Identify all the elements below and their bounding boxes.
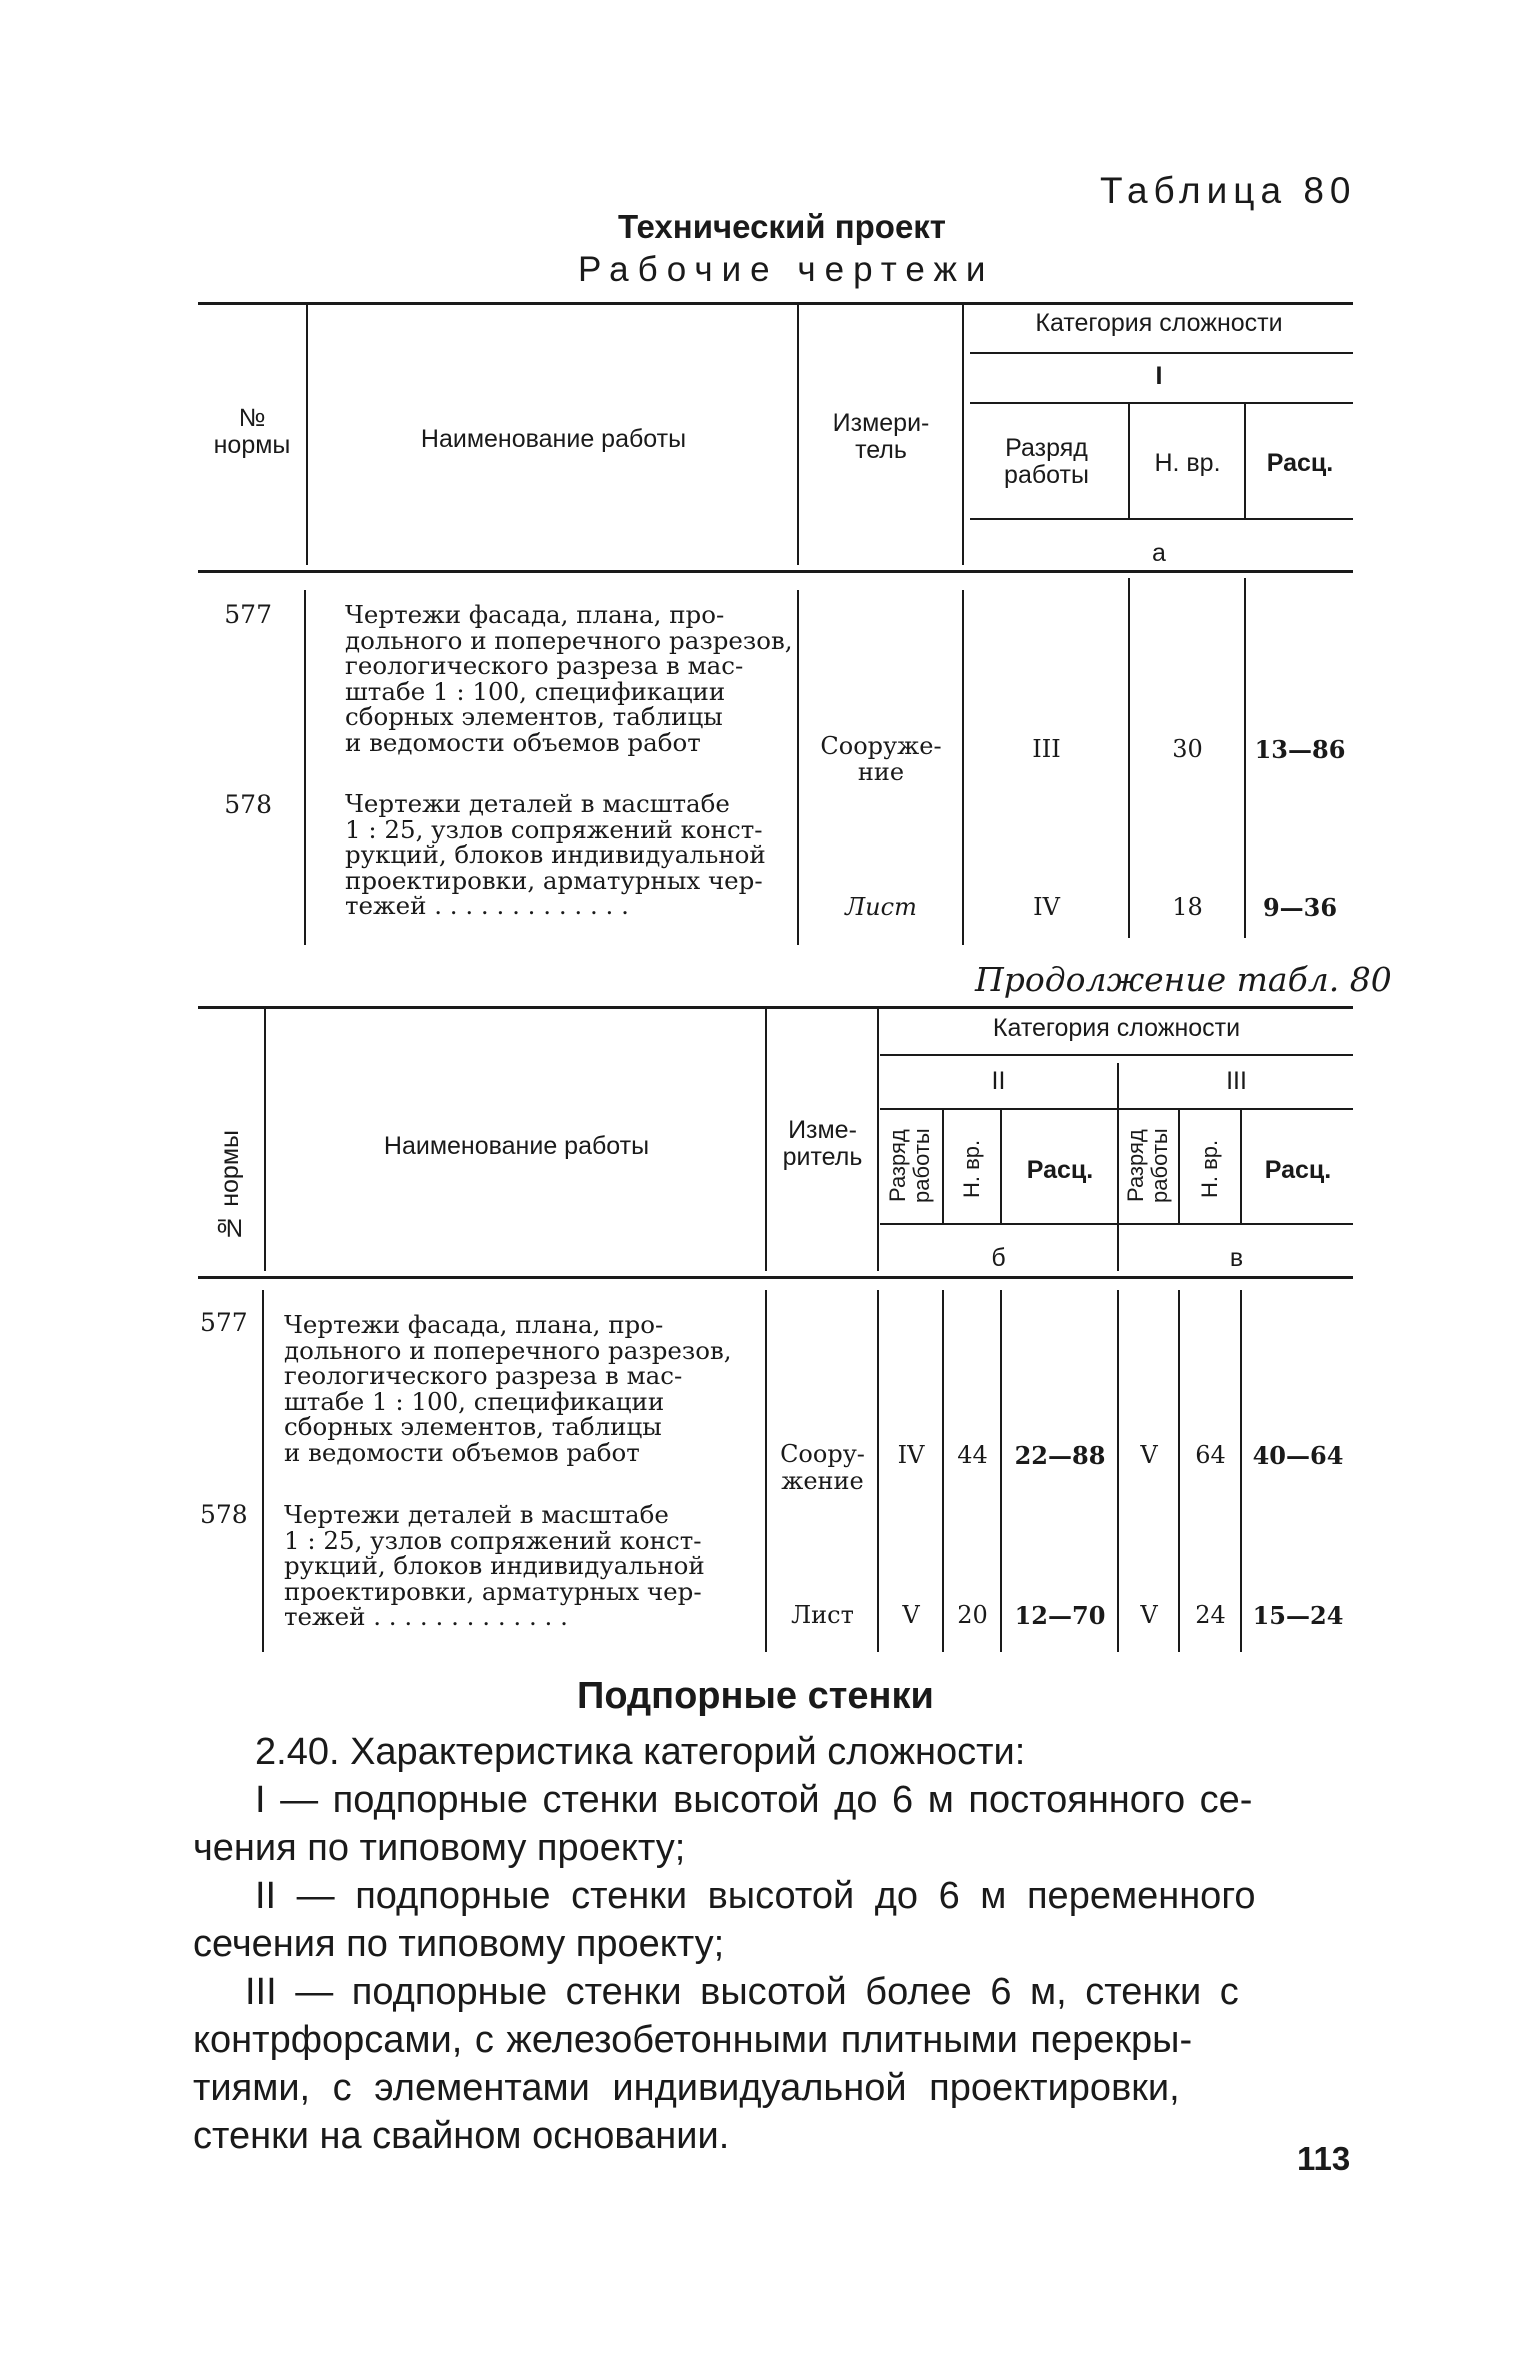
table1-vrule — [797, 305, 799, 565]
rate-cell: 40—64 — [1252, 1441, 1344, 1470]
desc-line: Чертежи деталей в масштабе — [345, 789, 730, 818]
rate-cell: 13—86 — [1254, 735, 1346, 764]
paragraph — [193, 1872, 1353, 1968]
table2-vrule — [264, 1009, 266, 1271]
col-time-header: Н. вр. — [959, 1139, 984, 1199]
desc-line: 1 : 25, узлов сопряжений конст- — [284, 1525, 702, 1555]
desc-line: Чертежи фасада, плана, про- — [345, 600, 725, 629]
paragraph-line: I — подпорные стенки высотой до 6 м постоянного се- — [255, 1779, 1253, 1821]
category-ii: II — [991, 1067, 1006, 1095]
table1-catnum-rule — [970, 402, 1353, 404]
unit-cell: Лист — [845, 893, 917, 921]
time-cell: 44 — [957, 1441, 988, 1469]
category-iii: III — [1226, 1067, 1247, 1095]
work-description — [345, 791, 792, 919]
table2-cat-rule — [880, 1054, 1353, 1056]
time-cell: 64 — [1195, 1441, 1226, 1469]
unit-cell: Соору- жение — [780, 1440, 865, 1495]
desc-line: тежей . . . . . . . . . . . . . — [284, 1602, 568, 1631]
rate-cell: 12—70 — [1014, 1601, 1106, 1630]
desc-line: геологического разреза в мас- — [345, 651, 744, 680]
desc-line: штабе 1 : 100, спецификации — [284, 1386, 665, 1416]
work-description — [345, 602, 792, 755]
table1-top-rule — [198, 302, 1353, 305]
col-rate-header: Расц. — [1026, 1156, 1094, 1184]
col-rate-header: Расц. — [1266, 449, 1334, 477]
col-unit-header: Измери- тель — [832, 409, 930, 464]
desc-line: дольного и поперечного разрезов, — [345, 625, 793, 655]
unit-cell: Лист — [791, 1601, 854, 1629]
grade-cell: V — [1140, 1441, 1158, 1469]
desc-line: геологического разреза в мас- — [284, 1361, 683, 1390]
col-unit-header: Изме- ритель — [782, 1116, 863, 1171]
desc-line: штабе 1 : 100, спецификации — [345, 676, 726, 706]
table2-top-rule — [198, 1006, 1353, 1009]
time-cell: 20 — [957, 1601, 988, 1629]
table1-vrule — [797, 590, 799, 945]
group-letter-b: б — [991, 1244, 1006, 1272]
paragraph-line: контрфорсами, с железобетонными плитными перекры- — [193, 2019, 1193, 2061]
norm-number: 577 — [200, 1308, 248, 1337]
table2-vrule — [877, 1009, 879, 1271]
desc-line: и ведомости объемов работ — [345, 727, 701, 757]
norm-number: 578 — [200, 1500, 248, 1529]
page-number: 113 — [1297, 2140, 1351, 2177]
paragraph-line: тиями, с элементами индивидуальной проектировки, — [193, 2067, 1180, 2109]
norm-number: 578 — [224, 790, 272, 819]
paragraph-line: III — подпорные стенки высотой более 6 м, стенки с — [245, 1971, 1239, 2013]
table2-vrule — [1178, 1110, 1180, 1223]
table1-vrule — [1128, 578, 1130, 938]
paragraph-line: чения по типовому проекту; — [193, 1827, 686, 1869]
col-grade-header: Разряд работы — [885, 1128, 934, 1204]
col-norm-number-header: № нормы — [216, 1130, 244, 1242]
desc-line: дольного и поперечного разрезов, — [284, 1335, 732, 1365]
category-number: I — [1155, 362, 1163, 390]
group-letter-v: в — [1229, 1244, 1244, 1272]
table2-vrule — [1240, 1290, 1242, 1652]
desc-line: 1 : 25, узлов сопряжений конст- — [345, 814, 763, 844]
unit-cell: Сооруже- ние — [820, 732, 942, 786]
rate-cell: 22—88 — [1014, 1441, 1106, 1470]
grade-cell: III — [1032, 735, 1061, 763]
table1-vrule — [306, 305, 308, 565]
table2-vrule — [1117, 1063, 1119, 1271]
grade-cell: V — [1140, 1601, 1158, 1629]
rate-cell: 9—36 — [1262, 893, 1338, 922]
col-grade-header: Разряд работы — [1123, 1128, 1172, 1204]
grade-cell: IV — [1033, 893, 1060, 921]
time-cell: 24 — [1195, 1601, 1226, 1629]
desc-line: рукций, блоков индивидуальной — [345, 840, 766, 869]
table2-vrule — [1000, 1290, 1002, 1652]
table2-header-rule — [198, 1276, 1353, 1279]
table2-vrule — [765, 1009, 767, 1271]
desc-line: тежей . . . . . . . . . . . . . — [345, 891, 629, 920]
category-header: Категория сложности — [992, 1014, 1241, 1042]
paragraph — [193, 1968, 1353, 2160]
time-cell: 30 — [1172, 735, 1203, 763]
category-header: Категория сложности — [1035, 309, 1283, 337]
table1-vrule — [962, 305, 964, 565]
table2-vrule — [262, 1290, 264, 1652]
document-subtitle: Рабочие чертежи — [578, 250, 995, 289]
table1-sub-rule — [970, 518, 1353, 520]
table1-vrule — [1244, 404, 1246, 518]
table2-vrule — [1178, 1290, 1180, 1652]
document-title: Технический проект — [618, 208, 946, 245]
desc-line: Чертежи фасада, плана, про- — [284, 1310, 664, 1339]
col-work-name-header: Наименование работы — [420, 425, 687, 453]
col-norm-number-header: № нормы — [213, 404, 291, 459]
desc-line: проектировки, арматурных чер- — [284, 1576, 702, 1606]
paragraph-line: II — подпорные стенки высотой до 6 м переменного — [255, 1875, 1256, 1917]
paragraph — [193, 1776, 1353, 1872]
table1-vrule — [1128, 404, 1130, 518]
norm-number: 577 — [224, 600, 272, 629]
grade-cell: IV — [897, 1441, 925, 1469]
table2-vrule — [942, 1110, 944, 1223]
paragraph-line: 2.40. Характеристика категорий сложности: — [255, 1731, 1026, 1773]
desc-line: рукций, блоков индивидуальной — [284, 1551, 705, 1580]
continuation-label: Продолжение табл. 80 — [975, 960, 1392, 999]
time-cell: 18 — [1172, 893, 1203, 921]
desc-line: сборных элементов, таблицы — [284, 1412, 662, 1441]
desc-line: проектировки, арматурных чер- — [345, 865, 763, 895]
col-grade-header: Разряд работы — [1004, 434, 1089, 489]
work-description — [284, 1502, 762, 1630]
group-letter-a: а — [1152, 539, 1166, 567]
desc-line: сборных элементов, таблицы — [345, 702, 723, 731]
col-time-header: Н. вр. — [1197, 1139, 1222, 1199]
table1-cat-rule — [970, 352, 1353, 354]
col-work-name-header: Наименование работы — [383, 1132, 650, 1160]
col-time-header: Н. вр. — [1154, 449, 1221, 477]
table1-header-rule — [198, 570, 1353, 573]
table2-vrule — [1000, 1110, 1002, 1223]
paragraph — [193, 1728, 1353, 1776]
rate-cell: 15—24 — [1252, 1601, 1344, 1630]
table1-vrule — [304, 590, 306, 945]
table-label: Таблица 80 — [1100, 170, 1357, 211]
table2-vrule — [765, 1290, 767, 1652]
table2-vrule — [1240, 1110, 1242, 1223]
grade-cell: V — [902, 1601, 920, 1629]
paragraph-line: стенки на свайном основании. — [193, 2115, 730, 2157]
col-rate-header: Расц. — [1264, 1156, 1332, 1184]
paragraph-line: сечения по типовому проекту; — [193, 1923, 725, 1965]
table2-vrule — [942, 1290, 944, 1652]
table2-vrule — [877, 1290, 879, 1652]
work-description — [284, 1312, 762, 1465]
table1-vrule — [962, 590, 964, 945]
section-heading: Подпорные стенки — [577, 1675, 934, 1717]
desc-line: Чертежи деталей в масштабе — [284, 1500, 669, 1529]
table2-vrule — [1117, 1290, 1119, 1652]
desc-line: и ведомости объемов работ — [284, 1437, 640, 1467]
table1-vrule — [1244, 578, 1246, 938]
